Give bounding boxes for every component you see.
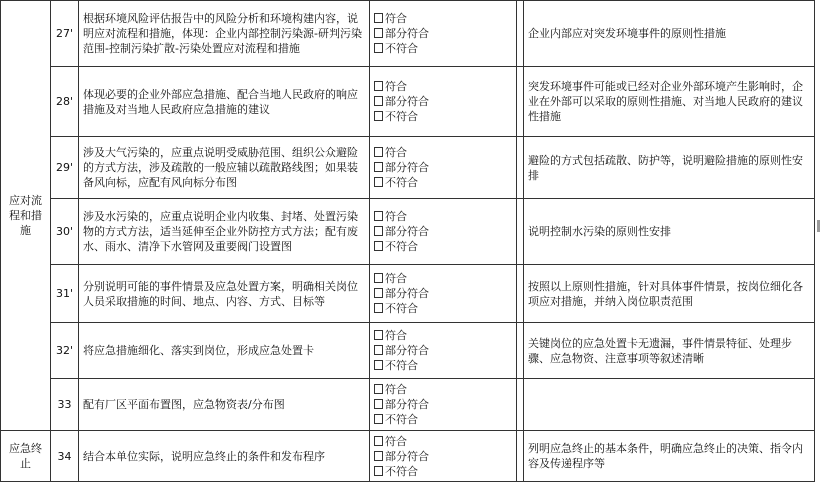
item-note: 关键岗位的应急处置卡无遗漏，事件情景特征、处理步骤、应急物资、注意事项等叙述清晰 <box>524 323 815 379</box>
item-note <box>524 379 815 431</box>
checkbox-icon[interactable] <box>374 13 383 23</box>
checkbox-icon[interactable] <box>374 288 383 298</box>
option-conform[interactable]: 符合 <box>374 209 512 224</box>
option-partial[interactable]: 部分符合 <box>374 397 512 412</box>
option-conform[interactable]: 符合 <box>374 79 512 94</box>
blank-cell <box>517 323 524 379</box>
compliance-options <box>370 379 517 431</box>
item-content: 涉及水污染的，应重点说明企业内收集、封堵、处置污染物的方式方法，适当延伸至企业外防控方式方法；配有废水、雨水、清净下水管网及重要阀门设置图 <box>79 199 370 265</box>
compliance-options <box>370 1 517 67</box>
category-cell: 应对流程和措施 <box>1 1 51 431</box>
checkbox-icon[interactable] <box>374 384 383 394</box>
checkbox-icon[interactable] <box>374 28 383 38</box>
checkbox-icon[interactable] <box>374 162 383 172</box>
option-nonconform[interactable]: 不符合 <box>374 109 512 124</box>
option-nonconform[interactable]: 不符合 <box>374 464 512 479</box>
table-row <box>1 265 815 323</box>
item-content: 结合本单位实际，说明应急终止的条件和发布程序 <box>79 431 370 482</box>
item-note: 突发环境事件可能或已经对企业外部环境产生影响时，企业在外部可以采取的原则性措施、对当地人民政府的建议性措施 <box>524 67 815 137</box>
option-nonconform[interactable]: 不符合 <box>374 41 512 56</box>
item-content: 根据环境风险评估报告中的风险分析和环境构建内容，说明应对流程和措施，体现：企业内部控制污染源-研判污染范围-控制污染扩散-污染处置应对流程和措施 <box>79 1 370 67</box>
checkbox-icon[interactable] <box>374 177 383 187</box>
table-row <box>1 323 815 379</box>
option-partial[interactable]: 部分符合 <box>374 26 512 41</box>
table-row <box>1 67 815 137</box>
option-partial[interactable]: 部分符合 <box>374 449 512 464</box>
blank-cell <box>517 137 524 199</box>
option-nonconform[interactable]: 不符合 <box>374 175 512 190</box>
table-row <box>1 199 815 265</box>
option-partial[interactable]: 部分符合 <box>374 286 512 301</box>
checkbox-icon[interactable] <box>374 466 383 476</box>
compliance-options <box>370 431 517 482</box>
blank-cell <box>517 67 524 137</box>
item-content: 涉及大气污染的，应重点说明受威胁范围、组织公众避险的方式方法，涉及疏散的一般应辅以疏散路线图；如果装备风向标，应配有风向标分布图 <box>79 137 370 199</box>
item-content: 分别说明可能的事件情景及应急处置方案，明确相关岗位人员采取措施的时间、地点、内容、方式、目标等 <box>79 265 370 323</box>
table-row <box>1 1 815 67</box>
option-conform[interactable]: 符合 <box>374 328 512 343</box>
table-row <box>1 137 815 199</box>
item-content: 配有厂区平面布置图，应急物资表/分布图 <box>79 379 370 431</box>
checkbox-icon[interactable] <box>374 414 383 424</box>
option-nonconform[interactable]: 不符合 <box>374 358 512 373</box>
blank-cell <box>517 265 524 323</box>
compliance-options <box>370 265 517 323</box>
table-row <box>1 379 815 431</box>
item-number: 27' <box>51 1 79 67</box>
checkbox-icon[interactable] <box>374 226 383 236</box>
checkbox-icon[interactable] <box>374 345 383 355</box>
checkbox-icon[interactable] <box>374 241 383 251</box>
option-nonconform[interactable]: 不符合 <box>374 239 512 254</box>
option-partial[interactable]: 部分符合 <box>374 224 512 239</box>
item-note: 按照以上原则性措施，针对具体事件情景，按岗位细化各项应对措施，并纳入岗位职责范围 <box>524 265 815 323</box>
checkbox-icon[interactable] <box>374 111 383 121</box>
option-partial[interactable]: 部分符合 <box>374 343 512 358</box>
option-conform[interactable]: 符合 <box>374 271 512 286</box>
checkbox-icon[interactable] <box>374 399 383 409</box>
item-content: 将应急措施细化、落实到岗位，形成应急处置卡 <box>79 323 370 379</box>
checkbox-icon[interactable] <box>374 43 383 53</box>
checkbox-icon[interactable] <box>374 451 383 461</box>
category-cell: 应急终止 <box>1 431 51 482</box>
item-note: 避险的方式包括疏散、防护等，说明避险措施的原则性安排 <box>524 137 815 199</box>
item-note: 企业内部应对突发环境事件的原则性措施 <box>524 1 815 67</box>
item-number: 34 <box>51 431 79 482</box>
option-partial[interactable]: 部分符合 <box>374 160 512 175</box>
compliance-options <box>370 137 517 199</box>
blank-cell <box>517 379 524 431</box>
checkbox-icon[interactable] <box>374 330 383 340</box>
item-content: 体现必要的企业外部应急措施、配合当地人民政府的响应措施及对当地人民政府应急措施的建议 <box>79 67 370 137</box>
option-conform[interactable]: 符合 <box>374 434 512 449</box>
compliance-options <box>370 199 517 265</box>
item-number: 29' <box>51 137 79 199</box>
item-note: 说明控制水污染的原则性安排 <box>524 199 815 265</box>
compliance-options <box>370 323 517 379</box>
item-number: 33 <box>51 379 79 431</box>
option-conform[interactable]: 符合 <box>374 145 512 160</box>
item-number: 30' <box>51 199 79 265</box>
table-row <box>1 431 815 482</box>
checkbox-icon[interactable] <box>374 211 383 221</box>
checkbox-icon[interactable] <box>374 360 383 370</box>
blank-cell <box>517 1 524 67</box>
blank-cell <box>517 431 524 482</box>
item-number: 32' <box>51 323 79 379</box>
option-partial[interactable]: 部分符合 <box>374 94 512 109</box>
option-conform[interactable]: 符合 <box>374 382 512 397</box>
item-number: 28' <box>51 67 79 137</box>
checkbox-icon[interactable] <box>374 436 383 446</box>
checkbox-icon[interactable] <box>374 81 383 91</box>
option-nonconform[interactable]: 不符合 <box>374 412 512 427</box>
blank-cell <box>517 199 524 265</box>
checkbox-icon[interactable] <box>374 147 383 157</box>
item-note: 列明应急终止的基本条件，明确应急终止的决策、指令内容及传递程序等 <box>524 431 815 482</box>
checkbox-icon[interactable] <box>374 273 383 283</box>
option-conform[interactable]: 符合 <box>374 11 512 26</box>
item-number: 31' <box>51 265 79 323</box>
checkbox-icon[interactable] <box>374 303 383 313</box>
compliance-options <box>370 67 517 137</box>
checkbox-icon[interactable] <box>374 96 383 106</box>
option-nonconform[interactable]: 不符合 <box>374 301 512 316</box>
